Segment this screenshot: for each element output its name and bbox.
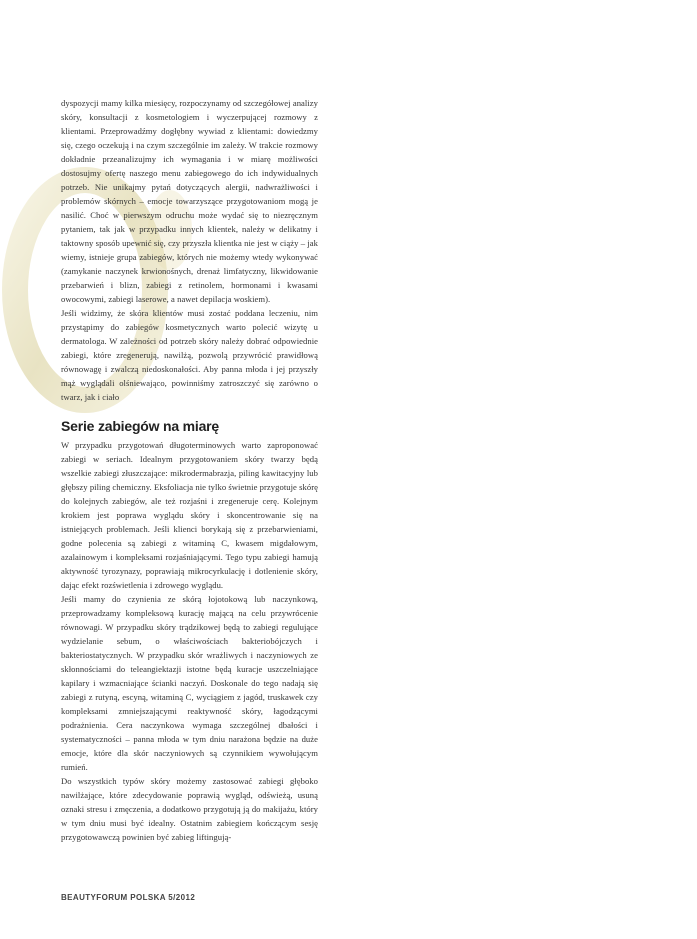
footer-publication: BEAUTYFORUM POLSKA 5/2012 [61,893,196,902]
paragraph-2: Jeśli widzimy, że skóra klientów musi zostać poddana leczeniu, nim przystąpimy do zabiegów kosmetycznych warto polecić wizytę u dermatologa. W zależności od potrzeb skóry należy dobrać odpowiednie zabiegi, które zregenerują, nawilżą, pozwolą przywrócić prawidłową równowagę i zwalczą niedoskonałości. Aby panna młoda i jej przyszły mąż wyglądali olśniewająco, powinniśmy zatroszczyć się zarówno o twarz, jak i ciało [61,308,318,402]
paragraph-1: dyspozycji mamy kilka miesięcy, rozpoczynamy od szczegółowej analizy skóry, konsultacji z kosmetologiem i wyczerpującej rozmowy z klientami. Przeprowadźmy dogłębny wywiad z klientami: dowiedzmy się, czego oczekują i na czym szczególnie im zależy. W trakcie rozmowy dokładnie przeanalizujmy ich wymagania i w miarę możliwości dostosujmy ofertę naszego menu zabiegowego do ich indywidualnych potrzeb. Nie unikajmy pytań dotyczących alergii, nadwrażliwości i problemów skórnych – emocje towarzyszące przygotowaniom mogą je nasilić. Choć w pierwszym odruchu może wydać się to niezręcznym pytaniem, tak jak w przypadku innych klientek, należy w delikatny i taktowny sposób upewnić się, czy przyszła klientka nie jest w ciąży – jak wiemy, istnieje grupa zabiegów, których nie możemy wtedy wykonywać (zamykanie naczynek krwionośnych, drenaż limfatyczny, likwidowanie przebarwień i blizn, zabiegi z retinolem, hormonami i kwasami owocowymi, zabiegi laserowe, a nawet depilacja woskiem). [61,98,318,304]
article-column [61,96,318,844]
paragraph-5: Do wszystkich typów skóry możemy zastosować zabiegi głęboko nawilżające, które zdecydowanie poprawią wygląd, odświeżą, usuną oznaki stresu i zmęczenia, a dodatkowo przygotują ją do makijażu, który w tym dniu musi być idealny. Ostatnim zabiegiem kończącym sesję przygotowawczą powinien być zabieg liftingują- [61,776,318,842]
paragraph-4: Jeśli mamy do czynienia ze skórą łojotokową lub naczynkową, przeprowadzamy kompleksową kurację mającą na celu przywrócenie równowagi. W przypadku skóry trądzikowej będą to zabiegi regulujące wydzielanie sebum, o właściwościach bakteriobójczych i bakteriostatycznych. W przypadku skór wrażliwych i naczyniowych ze skłonnościami do teleangiektazji istotne będą kuracje uszczelniające kapilary i wzmacniające ścianki naczyń. Doskonale do tego nadają się zabiegi z rutyną, escyną, witaminą C, wyciągiem z jagód, truskawek czy kompleksami zmniejszającymi reaktywność skóry, łagodzącymi podrażnienia. Cera naczynkowa wymaga szczególnej dbałości i systematyczności – panna młoda w tym dniu narażona będzie na duże emocje, które dla skór naczyniowych są czynnikiem wywołującym rumień. [61,594,318,772]
paragraph-3: W przypadku przygotowań długoterminowych warto zaproponować zabiegi w seriach. Idealnym przygotowaniem skóry twarzy będą wszelkie zabiegi złuszczające: mikrodermabrazja, piling kawitacyjny lub głębszy piling chemiczny. Eksfoliacja nie tylko świetnie przygotuje skórę do kolejnych zabiegów, ale też rozjaśni i zregeneruje cerę. Kolejnym krokiem jest poprawa wyglądu skóry i skoncentrowanie się na istniejących problemach. Jeśli klienci borykają się z przebarwieniami, godne polecenia są zabiegi z witaminą C, kwasem migdałowym, azalainowym i kompleksami rozjaśniającymi. Tego typu zabiegi hamują aktywność tyrozynazy, poprawiają mikrocyrkulację i dotlenienie skóry, dając efekt rozświetlenia i zdrowego wyglądu. [61,440,318,590]
section-heading: Serie zabiegów na miarę [61,418,220,434]
